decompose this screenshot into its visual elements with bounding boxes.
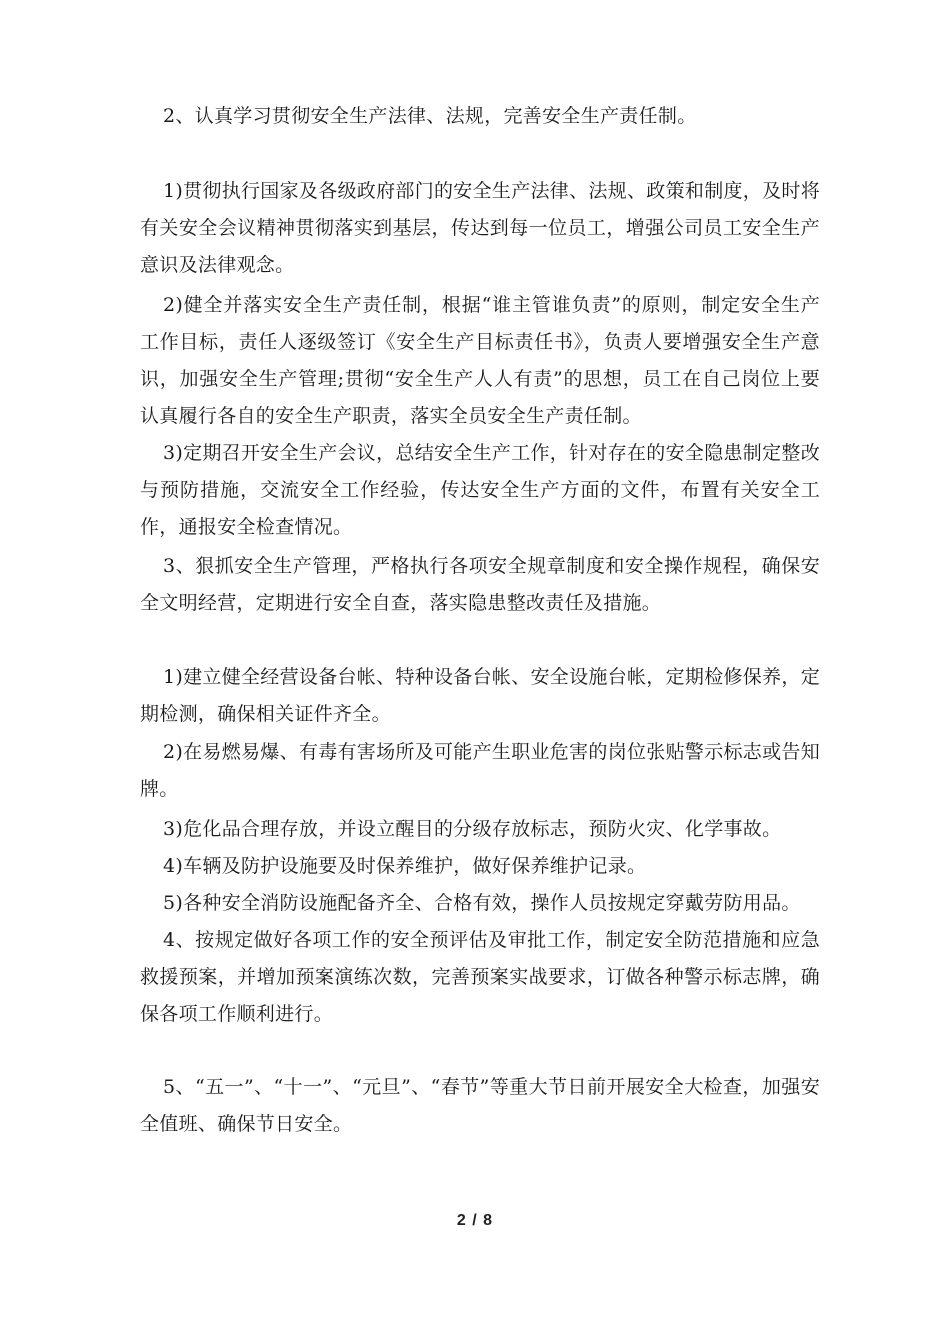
- paragraph-item-3-1: 1)建立健全经营设备台帐、特种设备台帐、安全设施台帐，定期检修保养，定期检测，确保相关证件齐全。: [140, 666, 821, 725]
- paragraph-section-4: 4、按规定做好各项工作的安全预评估及审批工作，制定安全防范措施和应急救援预案，并增加预案演练次数，完善预案实战要求，订做各种警示标志牌，确保各项工作顺利进行。: [140, 929, 820, 1025]
- paragraph-item-2-1: 1)贯彻执行国家及各级政府部门的安全生产法律、法规、政策和制度，及时将有关安全会议精神贯彻落实到基层，传达到每一位员工，增强公司员工安全生产意识及法律观念。: [140, 180, 821, 276]
- paragraph-item-2-2: 2)健全并落实安全生产责任制，根据“谁主管谁负责”的原则，制定安全生产工作目标，责任人逐级签订《安全生产目标责任书》，负责人要增强安全生产意识，加强安全生产管理;贯彻“安全生产人人有责”的思想，员工在自己岗位上要认真履行各自的安全生产职责，落实全员安全生产责任制。: [140, 294, 820, 427]
- paragraph-section-3: 3、狠抓安全生产管理，严格执行各项安全规章制度和安全操作规程，确保安全文明经营，定期进行安全自查，落实隐患整改责任及措施。: [140, 555, 820, 614]
- paragraph-item-2-3: 3)定期召开安全生产会议，总结安全生产工作，针对存在的安全隐患制定整改与预防措施，交流安全工作经验，传达安全生产方面的文件，布置有关安全工作，通报安全检查情况。: [140, 442, 821, 538]
- paragraph-item-3-2: 2)在易燃易爆、有毒有害场所及可能产生职业危害的岗位张贴警示标志或告知牌。: [140, 741, 821, 800]
- paragraph-section-2: 2、认真学习贯彻安全生产法律、法规，完善安全生产责任制。: [163, 105, 697, 127]
- paragraph-item-3-5: 5)各种安全消防设施配备齐全、合格有效，操作人员按规定穿戴劳防用品。: [163, 892, 801, 914]
- page-number: 2 / 8: [456, 1212, 494, 1229]
- paragraph-item-3-3: 3)危化品合理存放，并设立醒目的分级存放标志，预防火灾、化学事故。: [163, 818, 782, 840]
- paragraph-section-5: 5、“五一”、“十一”、“元旦”、“春节”等重大节日前开展安全大检查，加强安全值班、确保节日安全。: [140, 1076, 820, 1135]
- paragraph-item-3-4: 4)车辆及防护设施要及时保养维护，做好保养维护记录。: [163, 855, 647, 877]
